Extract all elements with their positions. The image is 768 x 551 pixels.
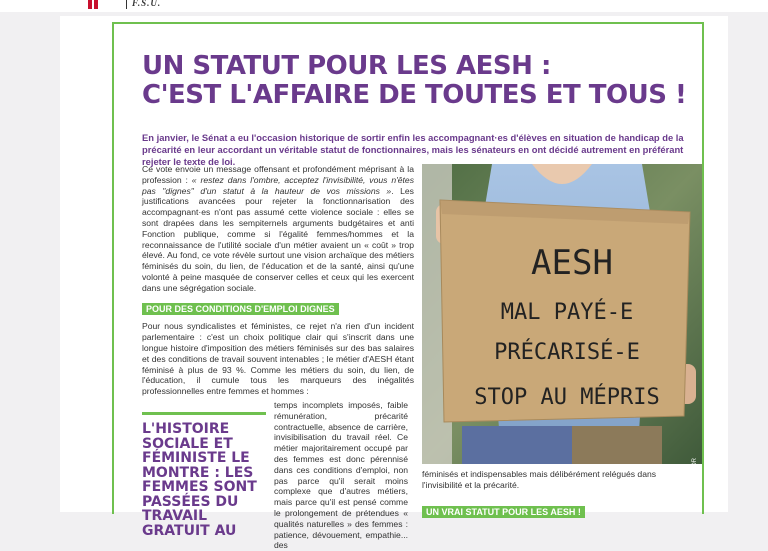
paragraph-3: temps incomplets imposés, faible rémunération, précarité contractuelle, absence de carrière, invisibilisation du travail réel. Ce métier majoritairement occupé par des femmes est donc pérennisé dans ces conditions d'emploi, non pas parce qu'il serait moins complexe que d'autres métiers, mais parce qu'il est pensé comme le prolongement de prétendues « qualités naturelles » des femmes : patience, dévouement, empathie... des xyxy=(274,400,408,551)
article-frame xyxy=(112,22,704,551)
protest-photo xyxy=(422,164,702,473)
paragraph-1-text-a: Ce vote envoie un message offensant et profondément méprisant à la profession : xyxy=(142,164,414,185)
fsu-logo-icon xyxy=(88,0,102,9)
pullquote: L'HISTOIRE SOCIALE ET FÉMINISTE LE MONTRE : LES FEMMES SONT PASSÉES DU TRAVAIL GRATUIT AU xyxy=(142,421,257,539)
article-lede: En janvier, le Sénat a eu l'occasion historique de sortir enfin les accompagnant·es d'élèves en situation de handicap de la précarité en leur accordant un véritable statut de fonctionnaires, mais les sénateurs en ont décidé autrement en préférant rejeter le texte de loi. xyxy=(142,132,684,167)
photo-credit: © DR xyxy=(692,458,698,473)
org-name: F.S.U. xyxy=(132,0,162,8)
title-line-1: UN STATUT POUR LES AESH : xyxy=(142,51,551,81)
subhead-conditions: POUR DES CONDITIONS D'EMPLOI DIGNES xyxy=(142,303,339,316)
subhead-statut: UN VRAI STATUT POUR LES AESH ! xyxy=(422,506,585,518)
paragraph-1 xyxy=(142,164,414,294)
paragraph-1-text-b: . Les justifications avancées pour rejeter la fonctionnarisation des accompagnant·es n'ont pas assumé cette violence sociale : elles se sont drapées dans les sempiternels arguments budgétaires et anti Fonction publique, comme si l'égalité femmes/hommes et la reconnaissance de l'utilité sociale d'un métier avaient un « coût » trop élevé. Au fond, ce vote révèle surtout une vision archaïque des métiers féminisés du soin, du lien, de l'éducation et de la santé, ainsi qu'une volonté à peine masquée de conserver celles et ceux qui les exercent dans une ségrégation sociale. xyxy=(142,185,414,293)
top-bar xyxy=(0,0,768,12)
paragraph-1-quote: « restez dans l'ombre, acceptez l'invisibilité, vous n'êtes pas "dignes" d'un statut à la hauteur de vos missions » xyxy=(142,174,414,196)
logo-divider xyxy=(126,0,127,9)
paragraph-2: Pour nous syndicalistes et féministes, ce rejet n'a rien d'un incident parlementaire : c'est un choix politique clair qui s'inscrit dans une longue histoire d'imposition des métiers féminisés sur des bas salaires et des conditions de travail souvent intenables ; le métier d'AESH étant féminisé à plus de 93 %. Comme les métiers du soin, du lien, de l'éducation, il cumule tous les marqueurs des inégalités professionnelles entre femmes et hommes : xyxy=(142,321,414,397)
title-line-2: C'EST L'AFFAIRE DE TOUTES ET TOUS ! xyxy=(142,80,687,110)
page xyxy=(60,16,728,551)
photo-illustration xyxy=(422,164,702,464)
sign-line-2: MAL PAYÉ-E xyxy=(500,300,634,325)
sign-line-1: AESH xyxy=(531,243,613,283)
sign-line-3: PRÉCARISÉ-E xyxy=(494,340,640,365)
pullquote-bar xyxy=(142,412,266,415)
photo-caption-text: féminisés et indispensables mais délibérément relégués dans l'invisibilité et la précarité. xyxy=(422,469,657,490)
article-title xyxy=(142,52,702,110)
sign-line-4: STOP AU MÉPRIS xyxy=(474,385,660,410)
column-left xyxy=(142,164,414,397)
